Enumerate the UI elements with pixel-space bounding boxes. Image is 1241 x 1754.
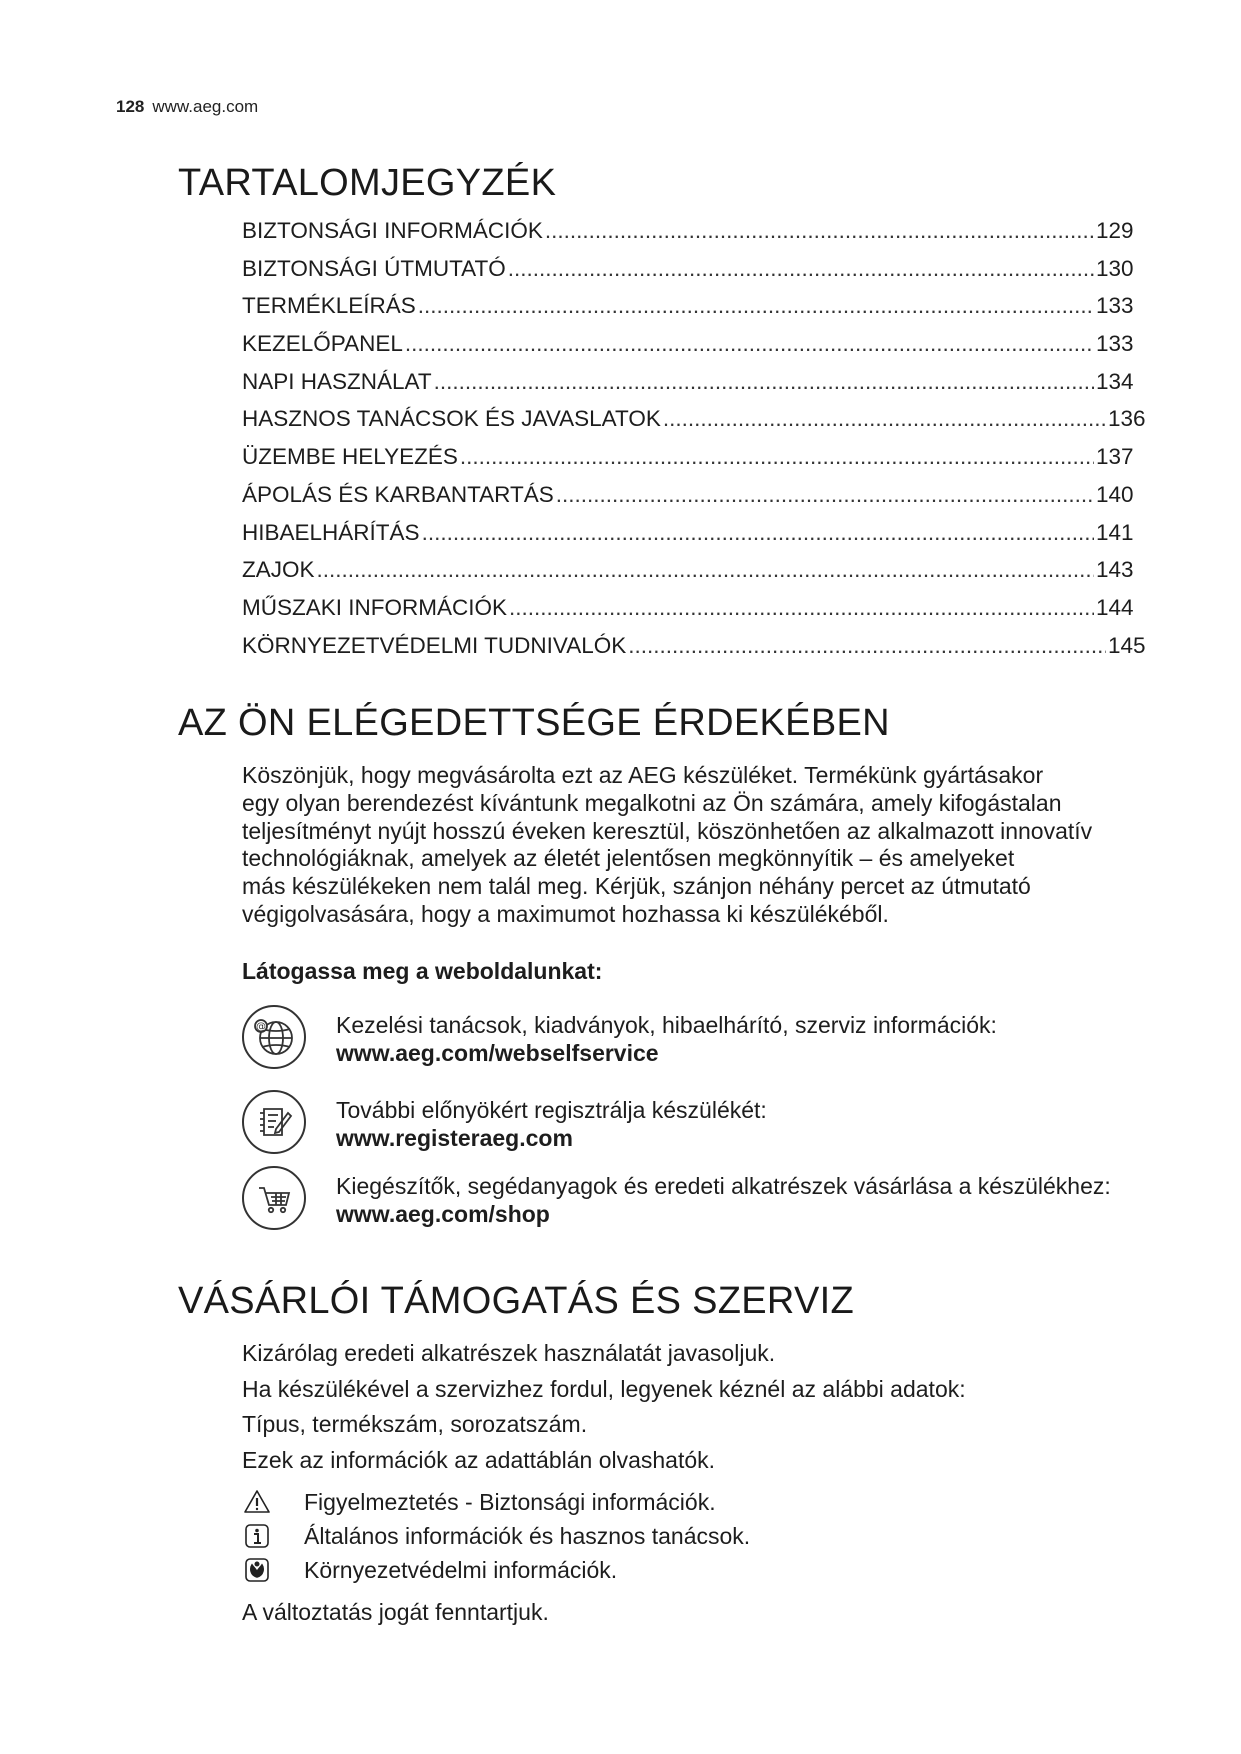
toc-leader-dots xyxy=(405,331,1094,357)
legend-item xyxy=(242,1553,750,1587)
web-item-register xyxy=(242,1090,1202,1162)
toc-leader-dots xyxy=(508,256,1094,282)
web-item-url[interactable]: www.aeg.com/webselfservice xyxy=(336,1040,659,1066)
table-of-contents xyxy=(242,218,1146,670)
toc-entry-label: BIZTONSÁGI INFORMÁCIÓK xyxy=(242,218,543,243)
toc-entry-label: NAPI HASZNÁLAT xyxy=(242,368,432,394)
toc-entry-label: BIZTONSÁGI ÚTMUTATÓ xyxy=(242,255,506,281)
warning-icon xyxy=(242,1488,272,1516)
toc-entry-label: HASZNOS TANÁCSOK ÉS JAVASLATOK xyxy=(242,406,661,432)
toc-entry-label: ÜZEMBE HELYEZÉS xyxy=(242,444,458,470)
toc-entry[interactable] xyxy=(242,218,1142,256)
web-item-shop xyxy=(242,1166,1202,1238)
closing-note: A változtatás jogát fenntartjuk. xyxy=(242,1599,549,1625)
toc-leader-dots xyxy=(509,595,1094,621)
toc-entry[interactable] xyxy=(242,331,1142,369)
registration-form-icon xyxy=(242,1090,306,1154)
paragraph-line: Köszönjük, hogy megvásárolta ezt az AEG készüléket. Termékünk gyártásakor xyxy=(242,762,1044,788)
toc-entry[interactable] xyxy=(242,293,1142,331)
toc-entry-label: ZAJOK xyxy=(242,557,315,583)
service-line: Típus, termékszám, sorozatszám. xyxy=(242,1411,588,1438)
visit-website-label: Látogassa meg a weboldalunkat: xyxy=(242,958,603,984)
toc-leader-dots xyxy=(663,406,1106,432)
page-header xyxy=(116,97,258,117)
legend-item xyxy=(242,1519,750,1553)
toc-entry-page: 143 xyxy=(1096,557,1134,583)
toc-entry-label: KÖRNYEZETVÉDELMI TUDNIVALÓK xyxy=(242,632,627,658)
toc-leader-dots xyxy=(418,293,1094,319)
paragraph-line: technológiáknak, amelyek az életét jelentősen megkönnyítik – és amelyeket xyxy=(242,845,1015,872)
service-title: VÁSÁRLÓI TÁMOGATÁS ÉS SZERVIZ xyxy=(178,1280,854,1322)
service-line: Ha készülékével a szervizhez fordul, legyenek kéznél az alábbi adatok: xyxy=(242,1375,966,1402)
header-website[interactable]: www.aeg.com xyxy=(152,97,259,116)
web-item-text: Kiegészítők, segédanyagok és eredeti alkatrészek vásárlása a készülékhez: xyxy=(336,1173,1111,1199)
satisfaction-title: AZ ÖN ELÉGEDETTSÉGE ÉRDEKÉBEN xyxy=(178,702,890,744)
toc-leader-dots xyxy=(628,633,1106,659)
toc-entry-page: 134 xyxy=(1096,368,1134,394)
web-item-selfservice xyxy=(242,1005,1202,1077)
toc-entry[interactable] xyxy=(242,633,1154,671)
toc-entry-page: 133 xyxy=(1096,293,1134,319)
toc-title: TARTALOMJEGYZÉK xyxy=(178,162,557,204)
toc-entry[interactable] xyxy=(242,406,1154,444)
toc-entry[interactable] xyxy=(242,595,1142,633)
toc-entry-page: 144 xyxy=(1096,594,1134,620)
toc-entry[interactable] xyxy=(242,482,1142,520)
toc-entry-page: 136 xyxy=(1108,406,1146,432)
toc-entry[interactable] xyxy=(242,557,1142,595)
toc-entry-page: 129 xyxy=(1096,218,1134,243)
web-item-url[interactable]: www.registeraeg.com xyxy=(336,1125,573,1151)
paragraph-line: más készülékeken nem talál meg. Kérjük, szánjon néhány percet az útmutató xyxy=(242,873,1031,900)
toc-entry-label: HIBAELHÁRÍTÁS xyxy=(242,519,420,545)
svg-text:@: @ xyxy=(256,1021,266,1033)
toc-entry-label: MŰSZAKI INFORMÁCIÓK xyxy=(242,594,508,620)
toc-entry-page: 140 xyxy=(1096,481,1134,507)
service-info xyxy=(242,1340,966,1482)
info-icon xyxy=(242,1522,272,1550)
toc-leader-dots xyxy=(317,557,1094,583)
legend-text: Figyelmeztetés - Biztonsági információk. xyxy=(304,1488,716,1515)
toc-entry-label: ÁPOLÁS ÉS KARBANTARTÁS xyxy=(242,481,554,507)
toc-leader-dots xyxy=(434,369,1094,395)
page-number: 128 xyxy=(116,97,145,116)
shopping-cart-icon xyxy=(242,1166,306,1230)
toc-entry[interactable] xyxy=(242,256,1142,294)
toc-leader-dots xyxy=(545,218,1094,244)
toc-entry-page: 133 xyxy=(1096,331,1134,357)
globe-icon xyxy=(242,1005,306,1069)
paragraph-line: végigolvasására, hogy a maximumot hozhassa ki készülékéből. xyxy=(242,900,889,927)
toc-entry-page: 141 xyxy=(1096,519,1134,545)
legend-item xyxy=(242,1485,750,1519)
toc-entry[interactable] xyxy=(242,520,1142,558)
toc-entry[interactable] xyxy=(242,444,1142,482)
paragraph-line: egy olyan berendezést kívántunk megalkotni az Ön számára, amely kifogástalan xyxy=(242,789,1062,816)
toc-leader-dots xyxy=(422,520,1094,546)
toc-entry-page: 137 xyxy=(1096,444,1134,470)
toc-entry[interactable] xyxy=(242,369,1142,407)
web-item-text: Kezelési tanácsok, kiadványok, hibaelhárító, szerviz információk: xyxy=(336,1012,997,1038)
service-line: Kizárólag eredeti alkatrészek használatát javasoljuk. xyxy=(242,1340,776,1366)
paragraph-line: teljesítményt nyújt hosszú éveken keresztül, köszönhetően az alkalmazott innovatív xyxy=(242,817,1093,844)
toc-entry-label: KEZELŐPANEL xyxy=(242,331,403,357)
toc-leader-dots xyxy=(460,444,1094,470)
toc-leader-dots xyxy=(556,482,1094,508)
toc-entry-page: 130 xyxy=(1096,255,1134,281)
toc-entry-label: TERMÉKLEÍRÁS xyxy=(242,293,416,319)
toc-entry-page: 145 xyxy=(1108,632,1146,658)
satisfaction-paragraph xyxy=(242,762,1192,929)
environment-icon xyxy=(242,1556,272,1584)
web-item-url[interactable]: www.aeg.com/shop xyxy=(336,1201,550,1227)
legend-text: Környezetvédelmi információk. xyxy=(304,1556,618,1583)
legend-text: Általános információk és hasznos tanácsok. xyxy=(304,1522,751,1549)
symbol-legend xyxy=(242,1485,750,1587)
service-line: Ezek az információk az adattáblán olvashatók. xyxy=(242,1446,716,1473)
web-item-text: További előnyökért regisztrálja készülékét: xyxy=(336,1097,767,1123)
